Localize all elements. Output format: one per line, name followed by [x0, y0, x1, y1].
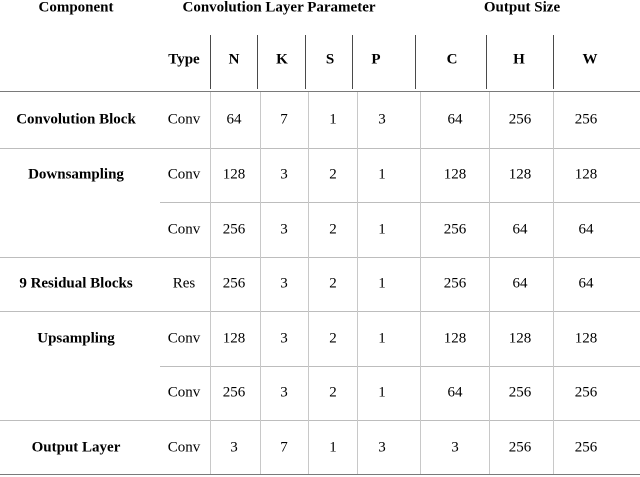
cell-s: 2	[329, 221, 337, 238]
cell-type: Conv	[167, 384, 201, 401]
group-name-upsampling: Upsampling	[37, 330, 115, 347]
cell-n: 128	[222, 330, 246, 347]
header-divider	[210, 35, 211, 89]
subheader-c: C	[446, 51, 458, 68]
cell-p: 1	[378, 221, 386, 238]
cell-c: 256	[443, 275, 467, 292]
cell-p: 1	[378, 275, 386, 292]
cell-c: 256	[443, 221, 467, 238]
cell-s: 2	[329, 275, 337, 292]
header-component: Component	[38, 0, 114, 16]
header-divider	[305, 35, 306, 89]
cell-k: 7	[280, 111, 288, 128]
cell-type: Conv	[167, 439, 201, 456]
cell-h: 256	[508, 439, 532, 456]
row-rule	[0, 257, 640, 258]
cell-k: 3	[280, 166, 288, 183]
cell-p: 1	[378, 330, 386, 347]
subheader-k: K	[276, 51, 288, 68]
cell-type: Conv	[167, 330, 201, 347]
cell-type: Conv	[167, 166, 201, 183]
cell-c: 128	[443, 330, 467, 347]
header-divider	[486, 35, 487, 89]
cell-c: 64	[447, 384, 463, 401]
bottom-rule	[0, 474, 640, 475]
col-divider	[357, 92, 358, 474]
cell-type: Conv	[167, 111, 201, 128]
cell-p: 3	[378, 439, 386, 456]
cell-h: 64	[512, 221, 528, 238]
row-rule	[0, 148, 640, 149]
cell-type: Conv	[167, 221, 201, 238]
cell-w: 128	[574, 330, 598, 347]
cell-k: 7	[280, 439, 288, 456]
cell-k: 3	[280, 384, 288, 401]
cell-h: 128	[508, 330, 532, 347]
cell-p: 3	[378, 111, 386, 128]
header-divider	[553, 35, 554, 89]
cell-h: 256	[508, 111, 532, 128]
row-rule	[160, 202, 640, 203]
col-divider	[210, 92, 211, 474]
cell-n: 64	[226, 111, 242, 128]
cell-s: 1	[329, 111, 337, 128]
cell-k: 3	[280, 275, 288, 292]
cell-s: 2	[329, 384, 337, 401]
cell-s: 1	[329, 439, 337, 456]
row-rule	[0, 311, 640, 312]
cell-h: 256	[508, 384, 532, 401]
row-rule	[160, 366, 640, 367]
subheader-h: H	[513, 51, 525, 68]
row-rule	[0, 420, 640, 421]
cell-n: 256	[222, 384, 246, 401]
cell-h: 64	[512, 275, 528, 292]
col-divider	[420, 92, 421, 474]
cell-c: 128	[443, 166, 467, 183]
subheader-s: S	[325, 51, 335, 68]
subheader-w: W	[582, 51, 598, 68]
cell-n: 256	[222, 221, 246, 238]
cell-p: 1	[378, 384, 386, 401]
header-divider	[257, 35, 258, 89]
cell-w: 256	[574, 384, 598, 401]
cell-c: 3	[451, 439, 459, 456]
cell-s: 2	[329, 330, 337, 347]
cell-w: 256	[574, 111, 598, 128]
cell-n: 128	[222, 166, 246, 183]
cell-w: 128	[574, 166, 598, 183]
group-name-output-layer: Output Layer	[31, 439, 121, 456]
header-divider	[415, 35, 416, 89]
header-conv-params: Convolution Layer Parameter	[182, 0, 376, 16]
subheader-n: N	[228, 51, 240, 68]
cell-w: 256	[574, 439, 598, 456]
group-name-downsampling: Downsampling	[28, 166, 124, 183]
header-rule	[0, 91, 640, 92]
group-name-residual-blocks: 9 Residual Blocks	[19, 275, 133, 292]
cell-k: 3	[280, 330, 288, 347]
subheader-p: P	[371, 51, 381, 68]
cell-w: 64	[578, 221, 594, 238]
header-divider	[352, 35, 353, 89]
col-divider	[489, 92, 490, 474]
cell-h: 128	[508, 166, 532, 183]
cell-n: 256	[222, 275, 246, 292]
cell-c: 64	[447, 111, 463, 128]
group-name-convolution-block: Convolution Block	[16, 111, 136, 128]
col-divider	[308, 92, 309, 474]
col-divider	[553, 92, 554, 474]
header-output-size: Output Size	[483, 0, 561, 16]
cell-k: 3	[280, 221, 288, 238]
cell-p: 1	[378, 166, 386, 183]
subheader-type: Type	[168, 51, 200, 68]
cell-type: Res	[172, 275, 196, 292]
cell-n: 3	[230, 439, 238, 456]
cell-s: 2	[329, 166, 337, 183]
col-divider	[260, 92, 261, 474]
cell-w: 64	[578, 275, 594, 292]
